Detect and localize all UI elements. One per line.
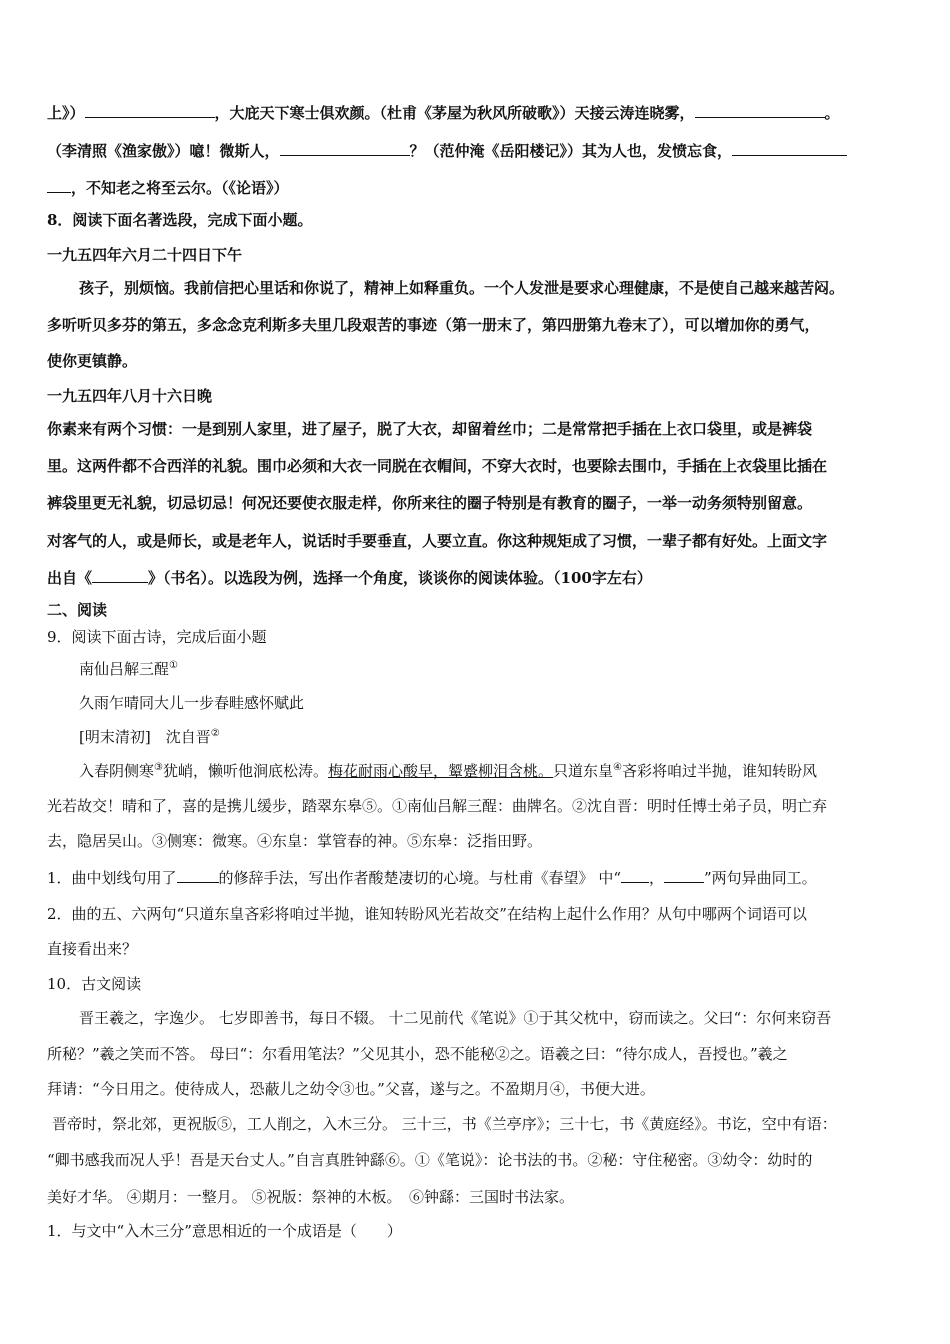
question-9-1 xyxy=(47,867,911,889)
answer-blank[interactable] xyxy=(664,867,704,883)
poem-line-1 xyxy=(79,760,911,782)
classical-text-line-5: “卿书感我而况人乎！吾是天台丈人。”自言真胜钟繇⑥。①《笔说》：论书法的书。②秘：守住秘密。③幼令：幼时的 xyxy=(47,1151,813,1169)
classical-text-line-1: 晋王羲之，字逸少。 七岁即善书，每日不辍。 十二见前代《笔说》①于其父枕中，窃而读之。父曰“：尔何来窃吾 xyxy=(79,1009,832,1027)
letter1-line-2: 多听听贝多芬的第五，多念念克利斯多夫里几段艰苦的事迹（第一册末了，第四册第九卷末了），可以增加你的勇气， xyxy=(47,316,820,334)
text: 上》） xyxy=(47,104,85,122)
text: 入春阴侧寒 xyxy=(79,762,155,780)
footnote-mark: ① xyxy=(169,660,178,671)
letter2-line-5 xyxy=(47,567,911,589)
answer-blank[interactable] xyxy=(695,102,825,118)
text: ， xyxy=(649,869,665,887)
poem-title xyxy=(79,658,943,680)
poem-author xyxy=(79,726,943,748)
poem-line-2: 光若故交！晴和了，喜的是携儿缓步，踏翠东皋⑤。①南仙吕解三酲：曲牌名。②沈自晋：明时任博士弟子员，明亡弃 xyxy=(47,797,828,815)
classical-text-line-6: 美好才华。 ④期月：一整月。 ⑤祝版：祭神的木板。 ⑥钟繇：三国时书法家。 xyxy=(47,1188,575,1206)
text: （李清照《渔家傲》）噫！微斯人， xyxy=(47,142,280,160)
text: ？（范仲淹《岳阳楼记》）其为人也，发愤忘食， xyxy=(409,142,733,160)
question-10-1: 1．与文中“入木三分”意思相近的一个成语是（ ） xyxy=(47,1222,402,1240)
text: 。 xyxy=(824,104,840,122)
footnote-mark: ④ xyxy=(613,762,622,773)
text: ，不知老之将至云尔。（《论语》） xyxy=(71,179,289,197)
footnote-mark: ② xyxy=(210,728,220,739)
text: 的修辞手法，写出作者酸楚凄切的心境。与杜甫《春望》 中“ xyxy=(218,869,621,887)
letter1-line-1: 孩子，别烦恼。我前信把心里话和你说了，精神上如释重负。一个人发泄是要求心理健康，不是使自己越来越苦闷。 xyxy=(79,279,845,297)
poem-line-3: 去，隐居吴山。③侧寒：微寒。④东皇：掌管春的神。⑤东皋：泛指田野。 xyxy=(47,832,543,850)
text: 只道东皇 xyxy=(553,762,614,780)
text: 犹峭，懒听他涧底松涛。 xyxy=(162,762,328,780)
letter2-line-2: 里。这两件都不合西洋的礼貌。围巾必须和大衣一同脱在衣帽间，不穿大衣时，也要除去围巾，手插在上衣袋里比插在 xyxy=(47,457,828,475)
classical-text-line-4: 晋帝时，祭北郊，更祝版⑤，工人削之，入木三分。 三十三，书《兰亭序》；三十七，书《黄庭经》。书讫，空中有语： xyxy=(52,1115,837,1133)
letter2-line-1: 你素来有两个习惯：一是到别人家里，进了屋子，脱了大衣，却留着丝巾；二是常常把手插在上衣口袋里，或是裤袋 xyxy=(47,420,813,438)
text: 出自《 xyxy=(47,569,93,587)
fill-line-2 xyxy=(47,140,911,162)
answer-blank[interactable] xyxy=(732,140,847,156)
answer-blank[interactable] xyxy=(177,867,219,883)
text: 1．曲中划线句用了 xyxy=(47,869,177,887)
footnote-mark: ③ xyxy=(154,762,163,773)
letter2-line-3: 裤袋里更无礼貌，切忌切忌！何况还要使衣服走样，你所来往的圈子特别是有教育的圈子，一举一动务须特别留意。 xyxy=(47,494,813,512)
text: ，大庇天下寒士俱欢颜。（杜甫《茅屋为秋风所破歌》）天接云涛连晓雾， xyxy=(214,104,695,122)
letter-date-1: 一九五四年六月二十四日下午 xyxy=(47,246,243,264)
answer-blank[interactable] xyxy=(85,102,215,118)
book-title-blank[interactable] xyxy=(92,567,148,583)
answer-blank[interactable] xyxy=(47,177,71,193)
question-9-title: 9．阅读下面古诗，完成后面小题 xyxy=(47,628,267,646)
question-10-title: 10．古文阅读 xyxy=(47,975,142,993)
question-9-2-line-1: 2．曲的五、六两句“只道东皇吝彩将咱过半抛，谁知转盼风光若故交”在结构上起什么作用？从句中哪两个词语可以 xyxy=(47,905,807,923)
text: 吝彩将咱过半抛，谁知转盼风 xyxy=(622,762,818,780)
section-heading-reading: 二、阅读 xyxy=(47,601,108,619)
text: 南仙吕解三酲 xyxy=(79,660,170,678)
text: [明末清初] 沈自晋 xyxy=(79,728,211,746)
fill-line-1 xyxy=(47,102,911,124)
underlined-sentence: 梅花耐雨心酸早，颦蹙柳泪含桃。 xyxy=(328,762,554,780)
classical-text-line-3: 拜请：“今日用之。使待成人，恐蔽儿之幼令③也。”父喜，遂与之。不盈期月④，书便大进。 xyxy=(47,1080,655,1098)
question-8-title: 8．阅读下面名著选段，完成下面小题。 xyxy=(47,211,313,229)
letter-date-2: 一九五四年八月十六日晚 xyxy=(47,387,213,405)
question-9-2-line-2: 直接看出来？ xyxy=(47,940,138,958)
answer-blank[interactable] xyxy=(621,867,649,883)
text: ”两句异曲同工。 xyxy=(704,869,817,887)
text: 》（书名）。以选段为例，选择一个角度，谈谈你的阅读体验。（100字左右） xyxy=(148,569,652,587)
answer-blank[interactable] xyxy=(280,140,410,156)
fill-line-3 xyxy=(47,177,911,199)
letter2-line-4: 对客气的人，或是师长，或是老年人，说话时手要垂直，人要立直。你这种规矩成了习惯，一辈子都有好处。上面文字 xyxy=(47,532,828,550)
classical-text-line-2: 所秘？”羲之笑而不答。 母曰“：尔看用笔法？”父见其小，恐不能秘②之。语羲之曰：“待尔成人，吾授也。”羲之 xyxy=(47,1045,788,1063)
poem-subtitle: 久雨乍晴同大儿一步春畦感怀赋此 xyxy=(79,694,305,712)
letter1-line-3: 使你更镇静。 xyxy=(47,352,138,370)
